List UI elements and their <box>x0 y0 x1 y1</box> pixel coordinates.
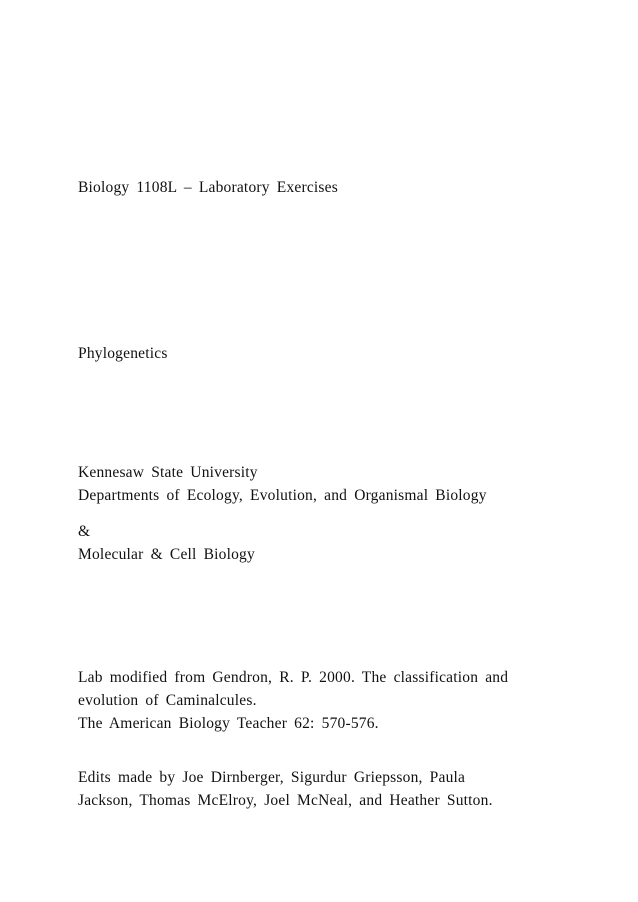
course-title: Biology 1108L – Laboratory Exercises <box>78 179 338 196</box>
department-line-2: Molecular & Cell Biology <box>78 546 255 563</box>
department-line-1: Departments of Ecology, Evolution, and Organismal Biology <box>78 487 487 504</box>
university-name: Kennesaw State University <box>78 464 258 481</box>
ampersand: & <box>78 523 91 540</box>
citation-line-2: evolution of Caminalcules. <box>78 692 257 709</box>
citation-line-3: The American Biology Teacher 62: 570-576. <box>78 715 379 732</box>
lab-title: Phylogenetics <box>78 345 168 362</box>
edits-line-2: Jackson, Thomas McElroy, Joel McNeal, and Heather Sutton. <box>78 792 493 809</box>
citation-line-1: Lab modified from Gendron, R. P. 2000. The classification and <box>78 669 509 686</box>
edits-line-1: Edits made by Joe Dirnberger, Sigurdur Griepsson, Paula <box>78 769 466 786</box>
